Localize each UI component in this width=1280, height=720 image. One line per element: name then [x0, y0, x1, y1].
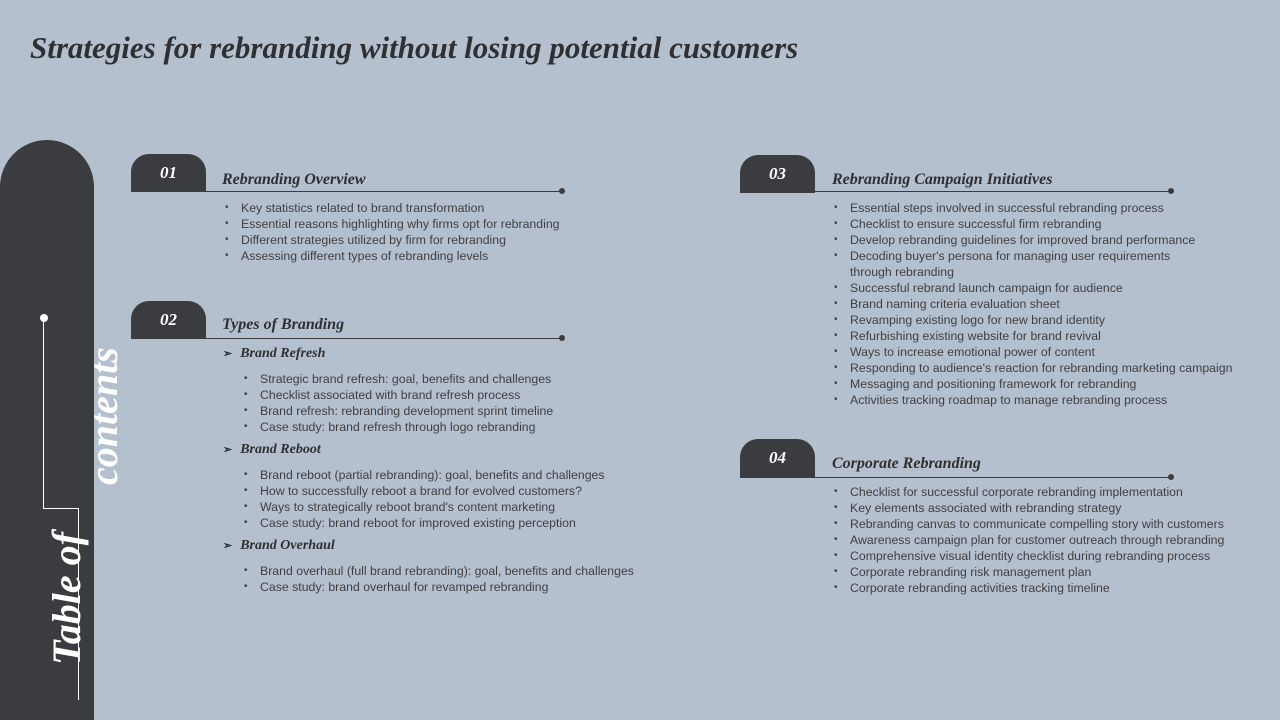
section-number-badge: 04 [740, 439, 815, 477]
section-divider [131, 338, 563, 339]
list-item: • How to successfully reboot a brand for evolved customers? [242, 483, 605, 499]
section-title: Corporate Rebranding [832, 455, 981, 472]
list-item: • Awareness campaign plan for customer outreach through rebranding [832, 532, 1224, 548]
subsection-item-list [242, 563, 634, 595]
section-divider-dot [1168, 474, 1174, 480]
list-item: • Ways to increase emotional power of content [832, 344, 1232, 360]
arrow-icon: ➢ [223, 540, 233, 552]
list-item: • Messaging and positioning framework for rebranding [832, 376, 1232, 392]
list-item: • Different strategies utilized by firm for rebranding [223, 232, 560, 248]
section-divider [740, 477, 1173, 478]
list-item: • Assessing different types of rebranding levels [223, 248, 560, 264]
list-item: • Corporate rebranding activities tracking timeline [832, 580, 1224, 596]
section-number-badge: 02 [131, 301, 206, 339]
list-item: • Ways to strategically reboot brand's content marketing [242, 499, 605, 515]
list-item: • Essential reasons highlighting why firms opt for rebranding [223, 216, 560, 232]
list-item: • Essential steps involved in successful rebranding process [832, 200, 1232, 216]
list-item: • Refurbishing existing website for brand revival [832, 328, 1232, 344]
subsection-item-list [242, 467, 605, 531]
section-title: Rebranding Campaign Initiatives [832, 171, 1053, 188]
list-item: • Brand overhaul (full brand rebranding): goal, benefits and challenges [242, 563, 634, 579]
list-item: • Responding to audience's reaction for rebranding marketing campaign [832, 360, 1232, 376]
section-item-list [223, 200, 560, 264]
list-item: • Corporate rebranding risk management plan [832, 564, 1224, 580]
list-item: • Activities tracking roadmap to manage rebranding process [832, 392, 1232, 408]
section-divider [740, 191, 1173, 192]
list-item-continuation: through rebranding [850, 265, 954, 279]
section-divider-dot [1168, 188, 1174, 194]
sidebar-title-line2: contents [81, 347, 126, 485]
list-item: • Develop rebranding guidelines for improved brand performance [832, 232, 1232, 248]
section-item-list [832, 484, 1224, 596]
list-item: • Case study: brand overhaul for revamped rebranding [242, 579, 634, 595]
section-item-list [832, 200, 1232, 408]
arrow-icon: ➢ [223, 444, 233, 456]
list-item: • Checklist to ensure successful firm rebranding [832, 216, 1232, 232]
list-item: • Strategic brand refresh: goal, benefits and challenges [242, 371, 553, 387]
subsection-title: ➢ Brand Refresh [223, 346, 326, 361]
subsection-title: ➢ Brand Reboot [223, 442, 321, 457]
section-divider-dot [559, 335, 565, 341]
section-divider-dot [559, 188, 565, 194]
section-title: Types of Branding [222, 316, 345, 333]
list-item: • Checklist for successful corporate rebranding implementation [832, 484, 1224, 500]
section-title: Rebranding Overview [222, 171, 366, 188]
subsection-item-list [242, 371, 553, 435]
sidebar-title-line1: Table of [44, 532, 89, 665]
arrow-icon: ➢ [223, 348, 233, 360]
list-item: • Brand refresh: rebranding development sprint timeline [242, 403, 553, 419]
list-item: • Checklist associated with brand refresh process [242, 387, 553, 403]
list-item: • Key elements associated with rebranding strategy [832, 500, 1224, 516]
list-item: • Successful rebrand launch campaign for audience [832, 280, 1232, 296]
list-item: • Decoding buyer's persona for managing user requirements through rebranding [832, 248, 1232, 280]
list-item: • Case study: brand refresh through logo rebranding [242, 419, 553, 435]
sidebar-dot [40, 314, 48, 322]
section-divider [131, 191, 563, 192]
list-item: • Rebranding canvas to communicate compelling story with customers [832, 516, 1224, 532]
list-item: • Brand naming criteria evaluation sheet [832, 296, 1232, 312]
subsection-title: ➢ Brand Overhaul [223, 538, 335, 553]
list-item: • Key statistics related to brand transformation [223, 200, 560, 216]
list-item: • Revamping existing logo for new brand identity [832, 312, 1232, 328]
page-title: Strategies for rebranding without losing potential customers [30, 30, 799, 65]
list-item: • Case study: brand reboot for improved existing perception [242, 515, 605, 531]
section-number-badge: 03 [740, 155, 815, 193]
section-number-badge: 01 [131, 154, 206, 192]
sidebar-divider-vertical [43, 318, 44, 508]
list-item: • Comprehensive visual identity checklist during rebranding process [832, 548, 1224, 564]
list-item: • Brand reboot (partial rebranding): goal, benefits and challenges [242, 467, 605, 483]
sidebar-divider-horizontal [43, 508, 78, 509]
